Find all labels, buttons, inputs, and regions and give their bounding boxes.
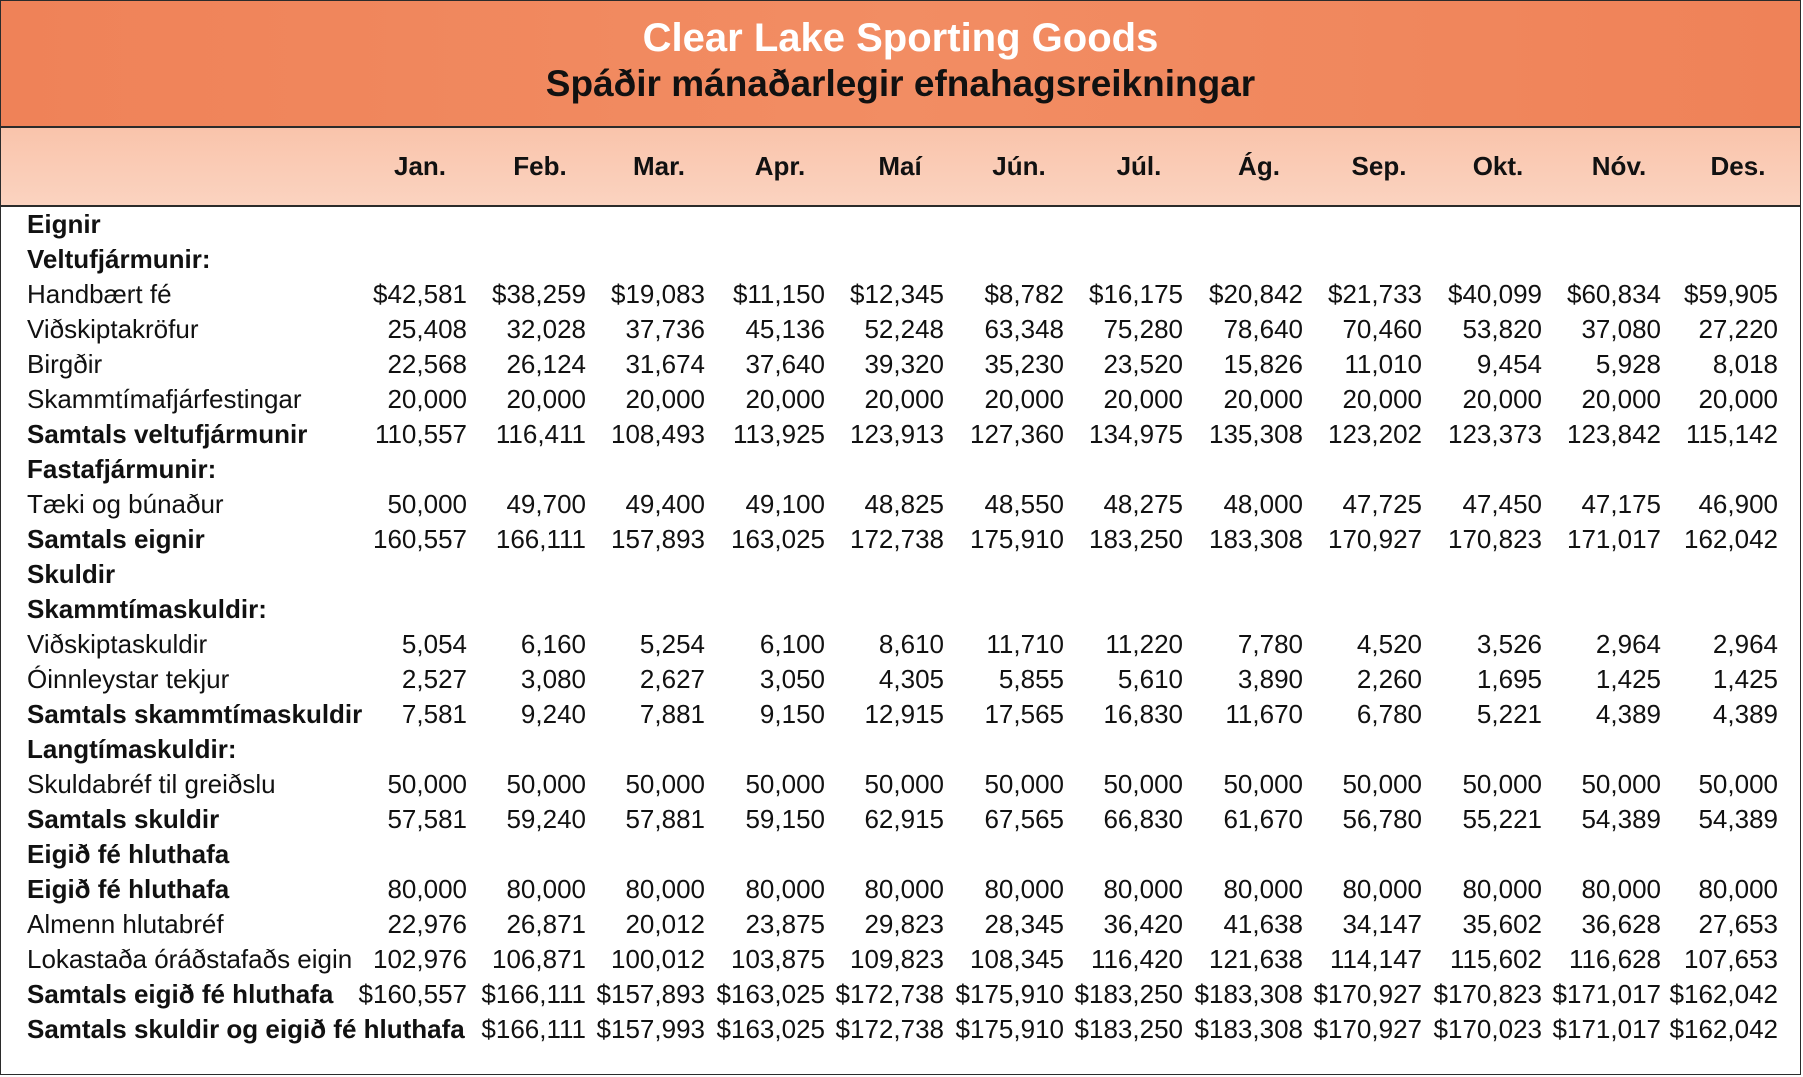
value-cell: 16,830 xyxy=(1103,699,1183,729)
value-cell: $170,823 xyxy=(1433,979,1542,1009)
value-cell: 22,976 xyxy=(387,909,467,939)
value-cell: 20,012 xyxy=(625,909,705,939)
value-cell: 6,100 xyxy=(759,629,825,659)
value-cell: 127,360 xyxy=(970,419,1064,449)
value-cell: $166,111 xyxy=(481,979,586,1009)
value-cell: $60,834 xyxy=(1567,279,1661,309)
value-cell: 39,320 xyxy=(864,349,944,379)
value-cell: 6,780 xyxy=(1356,699,1422,729)
value-cell: 2,964 xyxy=(1595,629,1661,659)
value-cell: 55,221 xyxy=(1462,804,1542,834)
value-cell: $172,738 xyxy=(835,979,944,1009)
value-cell: 31,674 xyxy=(625,349,705,379)
value-cell: 20,000 xyxy=(1581,384,1661,414)
value-cell: 50,000 xyxy=(1581,769,1661,799)
value-cell: 157,893 xyxy=(611,524,705,554)
month-header-row xyxy=(1,128,1800,207)
value-cell: $170,023 xyxy=(1433,1014,1542,1044)
value-cell: 80,000 xyxy=(1698,874,1778,904)
value-cell: 80,000 xyxy=(745,874,825,904)
value-cell: 7,780 xyxy=(1237,629,1303,659)
value-cell: 25,408 xyxy=(387,314,467,344)
value-cell: $40,099 xyxy=(1448,279,1542,309)
value-cell: 163,025 xyxy=(731,524,825,554)
value-cell: 5,855 xyxy=(998,664,1064,694)
value-cell: 49,700 xyxy=(506,489,586,519)
row-label: Skammtímafjárfestingar xyxy=(27,384,302,414)
table-row xyxy=(1,487,1800,522)
value-cell: 56,780 xyxy=(1342,804,1422,834)
value-cell: $171,017 xyxy=(1552,1014,1661,1044)
value-cell: 123,202 xyxy=(1328,419,1422,449)
value-cell: 27,220 xyxy=(1698,314,1778,344)
value-cell: 5,254 xyxy=(639,629,705,659)
value-cell: 20,000 xyxy=(745,384,825,414)
row-label: Viðskiptaskuldir xyxy=(27,629,208,659)
balance-sheet-rows xyxy=(1,207,1800,1047)
row-label: Samtals eigið fé hluthafa xyxy=(27,979,334,1009)
value-cell: 9,240 xyxy=(520,699,586,729)
value-cell: 23,520 xyxy=(1103,349,1183,379)
value-cell: 20,000 xyxy=(1342,384,1422,414)
value-cell: 57,881 xyxy=(625,804,705,834)
value-cell: $163,025 xyxy=(716,979,825,1009)
value-cell: 37,736 xyxy=(625,314,705,344)
value-cell: 107,653 xyxy=(1684,944,1778,974)
value-cell: 23,875 xyxy=(745,909,825,939)
row-label: Fastafjármunir: xyxy=(27,454,217,484)
value-cell: 70,460 xyxy=(1342,314,1422,344)
value-cell: 50,000 xyxy=(387,769,467,799)
value-cell: 52,248 xyxy=(864,314,944,344)
table-row xyxy=(1,662,1800,697)
row-label: Skammtímaskuldir: xyxy=(27,594,267,624)
value-cell: 37,080 xyxy=(1581,314,1661,344)
table-row xyxy=(1,697,1800,732)
value-cell: 15,826 xyxy=(1223,349,1303,379)
value-cell: 8,610 xyxy=(878,629,944,659)
value-cell: 108,493 xyxy=(611,419,705,449)
table-row xyxy=(1,837,1800,872)
value-cell: 37,640 xyxy=(745,349,825,379)
value-cell: 45,136 xyxy=(745,314,825,344)
row-label: Handbært fé xyxy=(27,279,172,309)
value-cell: 3,526 xyxy=(1476,629,1542,659)
value-cell: 54,389 xyxy=(1698,804,1778,834)
row-label: Óinnleystar tekjur xyxy=(27,664,230,694)
value-cell: 48,275 xyxy=(1103,489,1183,519)
value-cell: 171,017 xyxy=(1567,524,1661,554)
month-header-0: Jan. xyxy=(393,151,447,181)
table-row xyxy=(1,732,1800,767)
value-cell: 4,389 xyxy=(1595,699,1661,729)
value-cell: 20,000 xyxy=(506,384,586,414)
row-label: Samtals eignir xyxy=(27,524,205,554)
row-label: Samtals skammtímaskuldir xyxy=(27,699,363,729)
value-cell: 20,000 xyxy=(864,384,944,414)
row-label: Tæki og búnaður xyxy=(27,489,224,519)
table-row xyxy=(1,907,1800,942)
row-label: Samtals skuldir og eigið fé hluthafa xyxy=(27,1014,465,1044)
row-label: Skuldir xyxy=(27,559,116,589)
value-cell: $183,308 xyxy=(1194,1014,1303,1044)
row-label: Lokastaða óráðstafaðs eigin xyxy=(27,944,353,974)
value-cell: $162,042 xyxy=(1669,979,1778,1009)
value-cell: 2,260 xyxy=(1356,664,1422,694)
table-row xyxy=(1,312,1800,347)
value-cell: 26,871 xyxy=(506,909,586,939)
value-cell: 123,913 xyxy=(850,419,944,449)
value-cell: 121,638 xyxy=(1209,944,1303,974)
table-row xyxy=(1,522,1800,557)
value-cell: 28,345 xyxy=(984,909,1064,939)
value-cell: 50,000 xyxy=(1342,769,1422,799)
table-row xyxy=(1,242,1800,277)
value-cell: 183,250 xyxy=(1089,524,1183,554)
value-cell: $38,259 xyxy=(492,279,586,309)
value-cell: 175,910 xyxy=(970,524,1064,554)
value-cell: 172,738 xyxy=(850,524,944,554)
value-cell: 80,000 xyxy=(984,874,1064,904)
value-cell: $172,738 xyxy=(835,1014,944,1044)
month-header-5: Jún. xyxy=(992,151,1046,181)
value-cell: 135,308 xyxy=(1209,419,1303,449)
row-label: Eigið fé hluthafa xyxy=(27,874,230,904)
value-cell: 59,150 xyxy=(745,804,825,834)
value-cell: 123,842 xyxy=(1567,419,1661,449)
value-cell: $21,733 xyxy=(1328,279,1422,309)
value-cell: $183,308 xyxy=(1194,979,1303,1009)
value-cell: 49,400 xyxy=(625,489,705,519)
value-cell: 4,305 xyxy=(878,664,944,694)
row-label: Samtals skuldir xyxy=(27,804,220,834)
value-cell: 80,000 xyxy=(387,874,467,904)
value-cell: 54,389 xyxy=(1581,804,1661,834)
value-cell: 5,928 xyxy=(1595,349,1661,379)
value-cell: 57,581 xyxy=(387,804,467,834)
value-cell: $157,893 xyxy=(596,979,705,1009)
value-cell: 22,568 xyxy=(387,349,467,379)
value-cell: 50,000 xyxy=(387,489,467,519)
value-cell: 26,124 xyxy=(506,349,586,379)
value-cell: 1,695 xyxy=(1476,664,1542,694)
table-row xyxy=(1,977,1800,1012)
value-cell: 7,881 xyxy=(639,699,705,729)
title-band xyxy=(1,1,1800,128)
value-cell: 4,389 xyxy=(1712,699,1778,729)
table-row xyxy=(1,592,1800,627)
value-cell: 116,628 xyxy=(1568,944,1661,974)
value-cell: 80,000 xyxy=(1581,874,1661,904)
month-header-3: Apr. xyxy=(754,151,806,181)
value-cell: 166,111 xyxy=(495,524,586,554)
value-cell: 115,602 xyxy=(1449,944,1542,974)
value-cell: 170,823 xyxy=(1448,524,1542,554)
value-cell: 29,823 xyxy=(864,909,944,939)
table-row xyxy=(1,207,1800,242)
value-cell: 115,142 xyxy=(1685,419,1778,449)
value-cell: 1,425 xyxy=(1595,664,1661,694)
value-cell: 3,890 xyxy=(1237,664,1303,694)
value-cell: 50,000 xyxy=(1698,769,1778,799)
row-label: Samtals veltufjármunir xyxy=(27,419,308,449)
value-cell: $171,017 xyxy=(1552,979,1661,1009)
value-cell: 49,100 xyxy=(745,489,825,519)
value-cell: 5,221 xyxy=(1476,699,1542,729)
value-cell: 11,220 xyxy=(1105,629,1183,659)
value-cell: 50,000 xyxy=(506,769,586,799)
value-cell: 47,725 xyxy=(1342,489,1422,519)
value-cell: 61,670 xyxy=(1223,804,1303,834)
value-cell: $163,025 xyxy=(716,1014,825,1044)
month-header-1: Feb. xyxy=(513,151,567,181)
value-cell: 34,147 xyxy=(1342,909,1422,939)
value-cell: $170,927 xyxy=(1313,979,1422,1009)
value-cell: 2,627 xyxy=(639,664,705,694)
value-cell: $8,782 xyxy=(984,279,1064,309)
value-cell: 75,280 xyxy=(1103,314,1183,344)
value-cell: $19,083 xyxy=(611,279,705,309)
value-cell: 3,080 xyxy=(520,664,586,694)
value-cell: $59,905 xyxy=(1684,279,1778,309)
company-title: Clear Lake Sporting Goods xyxy=(642,16,1159,60)
value-cell: 48,825 xyxy=(864,489,944,519)
value-cell: 80,000 xyxy=(1223,874,1303,904)
value-cell: 46,900 xyxy=(1698,489,1778,519)
value-cell: 47,450 xyxy=(1462,489,1542,519)
value-cell: 50,000 xyxy=(984,769,1064,799)
value-cell: $20,842 xyxy=(1209,279,1303,309)
value-cell: 9,150 xyxy=(759,699,825,729)
value-cell: $16,175 xyxy=(1089,279,1183,309)
report-subtitle: Spáðir mánaðarlegir efnahagsreikningar xyxy=(545,63,1256,104)
value-cell: 2,964 xyxy=(1712,629,1778,659)
value-cell: 41,638 xyxy=(1223,909,1303,939)
row-label: Eignir xyxy=(27,209,101,239)
value-cell: 67,565 xyxy=(984,804,1064,834)
value-cell: 80,000 xyxy=(1342,874,1422,904)
month-header-4: Maí xyxy=(878,151,922,181)
table-row xyxy=(1,767,1800,802)
value-cell: $160,557 xyxy=(358,979,467,1009)
value-cell: 63,348 xyxy=(984,314,1064,344)
value-cell: 6,160 xyxy=(520,629,586,659)
table-row xyxy=(1,1012,1800,1047)
value-cell: $175,910 xyxy=(955,1014,1064,1044)
table-row xyxy=(1,942,1800,977)
value-cell: $162,042 xyxy=(1669,1014,1778,1044)
value-cell: 20,000 xyxy=(625,384,705,414)
row-label: Eigið fé hluthafa xyxy=(27,839,230,869)
value-cell: 102,976 xyxy=(373,944,467,974)
value-cell: 9,454 xyxy=(1476,349,1542,379)
row-label: Birgðir xyxy=(27,349,103,379)
row-label: Skuldabréf til greiðslu xyxy=(27,769,276,799)
value-cell: 20,000 xyxy=(1103,384,1183,414)
table-row xyxy=(1,417,1800,452)
value-cell: 106,871 xyxy=(492,944,586,974)
value-cell: 62,915 xyxy=(864,804,944,834)
value-cell: 100,012 xyxy=(611,944,705,974)
value-cell: 5,610 xyxy=(1117,664,1183,694)
table-row xyxy=(1,347,1800,382)
month-header-8: Sep. xyxy=(1351,151,1407,181)
value-cell: 36,420 xyxy=(1103,909,1183,939)
value-cell: 59,240 xyxy=(506,804,586,834)
value-cell: 36,628 xyxy=(1581,909,1661,939)
value-cell: 80,000 xyxy=(864,874,944,904)
value-cell: $157,993 xyxy=(596,1014,705,1044)
table-row xyxy=(1,557,1800,592)
value-cell: 8,018 xyxy=(1712,349,1778,379)
value-cell: $11,150 xyxy=(732,279,825,309)
value-cell: 116,411 xyxy=(495,419,586,449)
value-cell: 109,823 xyxy=(850,944,944,974)
value-cell: $170,927 xyxy=(1313,1014,1422,1044)
value-cell: 20,000 xyxy=(1223,384,1303,414)
value-cell: 50,000 xyxy=(1462,769,1542,799)
month-header-2: Mar. xyxy=(632,151,686,181)
row-label: Veltufjármunir: xyxy=(27,244,211,274)
value-cell: 80,000 xyxy=(1103,874,1183,904)
value-cell: 20,000 xyxy=(387,384,467,414)
month-header-6: Júl. xyxy=(1116,151,1162,181)
value-cell: 35,602 xyxy=(1462,909,1542,939)
value-cell: 11,710 xyxy=(986,629,1064,659)
value-cell: 11,670 xyxy=(1225,699,1303,729)
value-cell: 50,000 xyxy=(1223,769,1303,799)
row-label: Almenn hlutabréf xyxy=(27,909,224,939)
value-cell: 53,820 xyxy=(1462,314,1542,344)
value-cell: 80,000 xyxy=(1462,874,1542,904)
value-cell: $183,250 xyxy=(1074,1014,1183,1044)
table-row xyxy=(1,277,1800,312)
value-cell: 162,042 xyxy=(1684,524,1778,554)
table-row xyxy=(1,872,1800,907)
value-cell: $175,910 xyxy=(955,979,1064,1009)
value-cell: 123,373 xyxy=(1448,419,1542,449)
value-cell: 108,345 xyxy=(970,944,1064,974)
value-cell: 27,653 xyxy=(1698,909,1778,939)
value-cell: $42,581 xyxy=(373,279,467,309)
value-cell: 50,000 xyxy=(745,769,825,799)
value-cell: 1,425 xyxy=(1712,664,1778,694)
value-cell: 5,054 xyxy=(401,629,467,659)
value-cell: 20,000 xyxy=(1698,384,1778,414)
value-cell: $12,345 xyxy=(850,279,944,309)
month-header-9: Okt. xyxy=(1472,151,1524,181)
table-row xyxy=(1,452,1800,487)
row-label: Viðskiptakröfur xyxy=(27,314,199,344)
value-cell: $183,250 xyxy=(1074,979,1183,1009)
table-row xyxy=(1,382,1800,417)
value-cell: 48,550 xyxy=(984,489,1064,519)
value-cell: 66,830 xyxy=(1103,804,1183,834)
value-cell: 20,000 xyxy=(1462,384,1542,414)
value-cell: $166,111 xyxy=(481,1014,586,1044)
value-cell: 103,875 xyxy=(731,944,825,974)
value-cell: 50,000 xyxy=(864,769,944,799)
month-header-7: Ág. xyxy=(1238,151,1280,181)
value-cell: 7,581 xyxy=(401,699,467,729)
value-cell: 80,000 xyxy=(506,874,586,904)
value-cell: 32,028 xyxy=(506,314,586,344)
value-cell: 116,420 xyxy=(1090,944,1183,974)
value-cell: 50,000 xyxy=(625,769,705,799)
value-cell: 12,915 xyxy=(864,699,944,729)
month-header-11: Des. xyxy=(1710,151,1766,181)
value-cell: 80,000 xyxy=(625,874,705,904)
value-cell: 20,000 xyxy=(984,384,1064,414)
value-cell: 48,000 xyxy=(1223,489,1303,519)
value-cell: 11,010 xyxy=(1344,349,1422,379)
value-cell: 134,975 xyxy=(1089,419,1183,449)
value-cell: 78,640 xyxy=(1223,314,1303,344)
table-row xyxy=(1,627,1800,662)
value-cell: 47,175 xyxy=(1581,489,1661,519)
value-cell: 2,527 xyxy=(401,664,467,694)
value-cell: 3,050 xyxy=(759,664,825,694)
value-cell: 50,000 xyxy=(1103,769,1183,799)
month-header-10: Nóv. xyxy=(1591,151,1647,181)
value-cell: 170,927 xyxy=(1328,524,1422,554)
value-cell: 160,557 xyxy=(373,524,467,554)
value-cell: 183,308 xyxy=(1209,524,1303,554)
value-cell: 114,147 xyxy=(1329,944,1422,974)
value-cell: 110,557 xyxy=(374,419,467,449)
value-cell: 4,520 xyxy=(1356,629,1422,659)
row-label: Langtímaskuldir: xyxy=(27,734,237,764)
value-cell: 113,925 xyxy=(732,419,825,449)
table-row xyxy=(1,802,1800,837)
value-cell: 35,230 xyxy=(984,349,1064,379)
value-cell: 17,565 xyxy=(984,699,1064,729)
